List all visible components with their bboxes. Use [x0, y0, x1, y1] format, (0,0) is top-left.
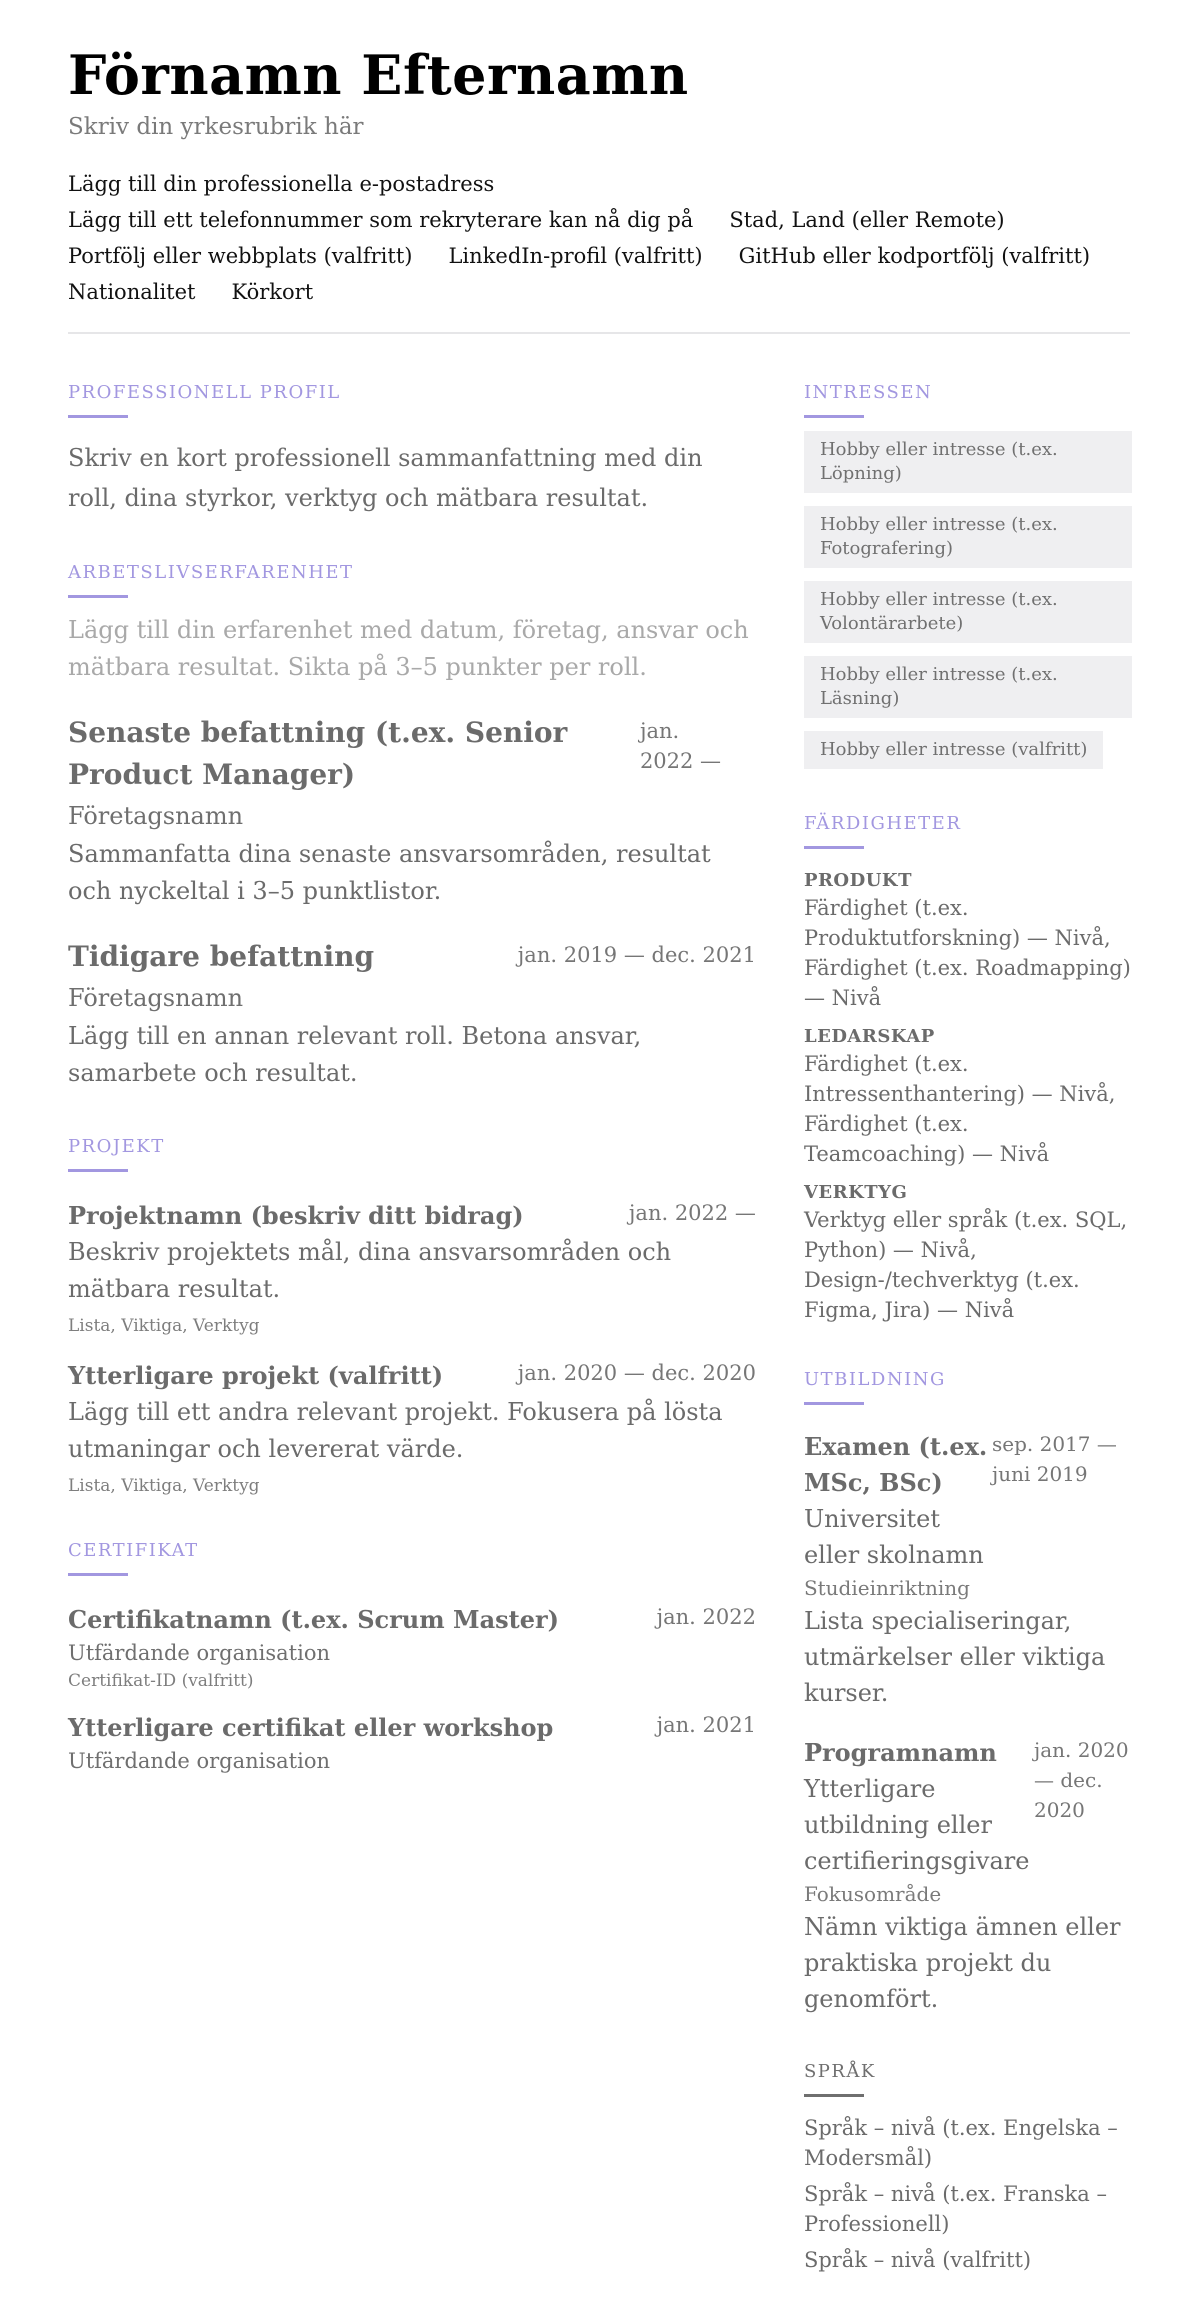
- education-section: [804, 1369, 1132, 2017]
- experience-entry: [68, 936, 756, 1092]
- language-item: Språk – nivå (t.ex. Engelska – Modersmål): [803, 2116, 1118, 2171]
- section-title: FÄRDIGHETER: [803, 813, 962, 835]
- skill-group-text: Färdighet (t.ex. Produktutforskning) — Nivå, Färdighet (t.ex. Roadmapping) — Nivå: [803, 896, 1131, 1011]
- nationality: Nationalitet: [68, 280, 196, 305]
- school-name: Ytterligare utbildning eller certifieringsgivare: [803, 1775, 1030, 1876]
- project-name: Projektnamn (beskriv ditt bidrag): [68, 1201, 524, 1231]
- drivers-license: Körkort: [231, 280, 314, 305]
- skill-group-title: LEDARSKAP: [803, 1026, 935, 1048]
- certificate-issuer: Utfärdande organisation: [68, 1641, 331, 1666]
- resume-header: [68, 44, 1132, 334]
- experience-intro: Lägg till din erfarenhet med datum, företag, ansvar och mätbara resultat. Sikta på 3–5 punkter per roll.: [68, 616, 749, 682]
- certificate-name: Certifikatnamn (t.ex. Scrum Master): [68, 1605, 559, 1635]
- experience-entry: [68, 712, 756, 910]
- certificates-section: [68, 1540, 756, 1776]
- profile-section: [68, 382, 756, 518]
- header-divider: [68, 332, 1130, 334]
- portfolio-link: Portfölj eller webbplats (valfritt): [68, 244, 413, 269]
- interests-section: [804, 382, 1132, 769]
- study-field: Fokusområde: [803, 1882, 942, 1907]
- section-title: SPRÅK: [803, 2061, 876, 2083]
- skill-group-title: VERKTYG: [803, 1182, 908, 1204]
- role-date: jan. 2019 — dec. 2021: [517, 943, 756, 968]
- role-title: Senaste befattning (t.ex. Senior Product Manager): [68, 716, 568, 792]
- linkedin-link: LinkedIn-profil (valfritt): [448, 244, 703, 269]
- section-title: PROJEKT: [68, 1136, 165, 1158]
- skill-group: [804, 1181, 1132, 1325]
- project-description: Lägg till ett andra relevant projekt. Fokusera på lösta utmaningar och levererat värde.: [68, 1398, 723, 1464]
- language-list: [804, 2113, 1132, 2275]
- section-title: INTRESSEN: [803, 382, 933, 404]
- section-rule: [804, 2094, 864, 2097]
- certificate-name: Ytterligare certifikat eller workshop: [68, 1713, 554, 1743]
- project-name: Ytterligare projekt (valfritt): [68, 1361, 444, 1391]
- degree-title: Programnamn: [803, 1738, 997, 1768]
- skill-group: [804, 1025, 1132, 1169]
- education-date: sep. 2017 — juni 2019: [992, 1432, 1117, 1487]
- school-name: Universitet eller skolnamn: [803, 1505, 984, 1570]
- education-description: Nämn viktiga ämnen eller praktiska projekt du genomfört.: [803, 1913, 1121, 2014]
- education-entry: [804, 1429, 1132, 1711]
- section-rule: [68, 1573, 128, 1576]
- right-column: [804, 382, 1132, 2311]
- study-field: Studieinriktning: [803, 1576, 970, 1601]
- company-name: Företagsnamn: [68, 984, 244, 1013]
- skill-group-text: Färdighet (t.ex. Intressenthantering) — Nivå, Färdighet (t.ex. Teamcoaching) — Nivå: [803, 1052, 1116, 1167]
- interest-chip: Hobby eller intresse (t.ex. Löpning): [804, 431, 1132, 493]
- languages-section: [804, 2061, 1132, 2275]
- projects-section: [68, 1136, 756, 1496]
- phone: Lägg till ett telefonnummer som rekryterare kan nå dig på: [68, 208, 694, 233]
- certificate-date: jan. 2022: [656, 1605, 756, 1630]
- role-description: Lägg till en annan relevant roll. Betona ansvar, samarbete och resultat.: [68, 1022, 642, 1088]
- section-title: PROFESSIONELL PROFIL: [68, 382, 341, 404]
- certificate-date: jan. 2021: [656, 1713, 756, 1738]
- certificate-entry: [68, 1602, 756, 1694]
- profile-summary: Skriv en kort professionell sammanfattning med din roll, dina styrkor, verktyg och mätbara resultat.: [68, 444, 703, 513]
- project-tags: Lista, Viktiga, Verktyg: [68, 1316, 260, 1337]
- location: Stad, Land (eller Remote): [729, 208, 1005, 233]
- full-name: Förnamn Efternamn: [68, 43, 689, 107]
- education-date: jan. 2020 — dec. 2020: [1034, 1738, 1129, 1823]
- section-rule: [68, 1169, 128, 1172]
- project-date: jan. 2022 —: [628, 1201, 756, 1226]
- section-title: ARBETSLIVSERFARENHET: [68, 562, 354, 584]
- section-rule: [804, 415, 864, 418]
- section-rule: [68, 415, 128, 418]
- job-headline: Skriv din yrkesrubrik här: [68, 114, 364, 141]
- section-rule: [68, 595, 128, 598]
- interest-chip: Hobby eller intresse (valfritt): [804, 731, 1104, 769]
- resume-columns: [68, 382, 1132, 2311]
- company-name: Företagsnamn: [68, 802, 244, 831]
- section-title: CERTIFIKAT: [68, 1540, 199, 1562]
- section-rule: [804, 846, 864, 849]
- interest-chips: [804, 431, 1132, 769]
- role-date: jan. 2022 —: [639, 719, 722, 774]
- role-title: Tidigare befattning: [68, 940, 375, 974]
- section-rule: [804, 1402, 864, 1405]
- skill-group: [804, 869, 1132, 1013]
- skill-group-title: PRODUKT: [803, 870, 912, 892]
- degree-title: Examen (t.ex. MSc, BSc): [803, 1432, 988, 1498]
- certificate-entry: [68, 1710, 756, 1776]
- project-tags: Lista, Viktiga, Verktyg: [68, 1476, 260, 1497]
- left-column: [68, 382, 756, 2311]
- interest-chip: Hobby eller intresse (t.ex. Fotografering): [804, 506, 1132, 568]
- certificate-id: Certifikat-ID (valfritt): [68, 1671, 254, 1692]
- interest-chip: Hobby eller intresse (t.ex. Volontärarbete): [804, 581, 1132, 643]
- experience-section: [68, 562, 756, 1092]
- github-link: GitHub eller kodportfölj (valfritt): [738, 244, 1091, 269]
- project-entry: [68, 1198, 756, 1336]
- language-item: Språk – nivå (t.ex. Franska – Professionell): [803, 2182, 1107, 2237]
- project-date: jan. 2020 — dec. 2020: [517, 1361, 756, 1386]
- education-entry: [804, 1735, 1132, 2017]
- skill-group-text: Verktyg eller språk (t.ex. SQL, Python) — Nivå, Design-/techverktyg (t.ex. Figma, Jira) — Nivå: [803, 1208, 1128, 1323]
- project-description: Beskriv projektets mål, dina ansvarsområden och mätbara resultat.: [68, 1238, 672, 1304]
- contact-block: [68, 166, 1132, 310]
- certificate-issuer: Utfärdande organisation: [68, 1749, 331, 1774]
- project-entry: [68, 1358, 756, 1496]
- education-description: Lista specialiseringar, utmärkelser eller viktiga kurser.: [803, 1607, 1106, 1708]
- skills-section: [804, 813, 1132, 1325]
- role-description: Sammanfatta dina senaste ansvarsområden, resultat och nyckeltal i 3–5 punktlistor.: [68, 840, 711, 906]
- interest-chip: Hobby eller intresse (t.ex. Läsning): [804, 656, 1132, 718]
- section-title: UTBILDNING: [803, 1369, 946, 1391]
- language-item: Språk – nivå (valfritt): [803, 2248, 1032, 2273]
- email: Lägg till din professionella e-postadress: [68, 172, 495, 197]
